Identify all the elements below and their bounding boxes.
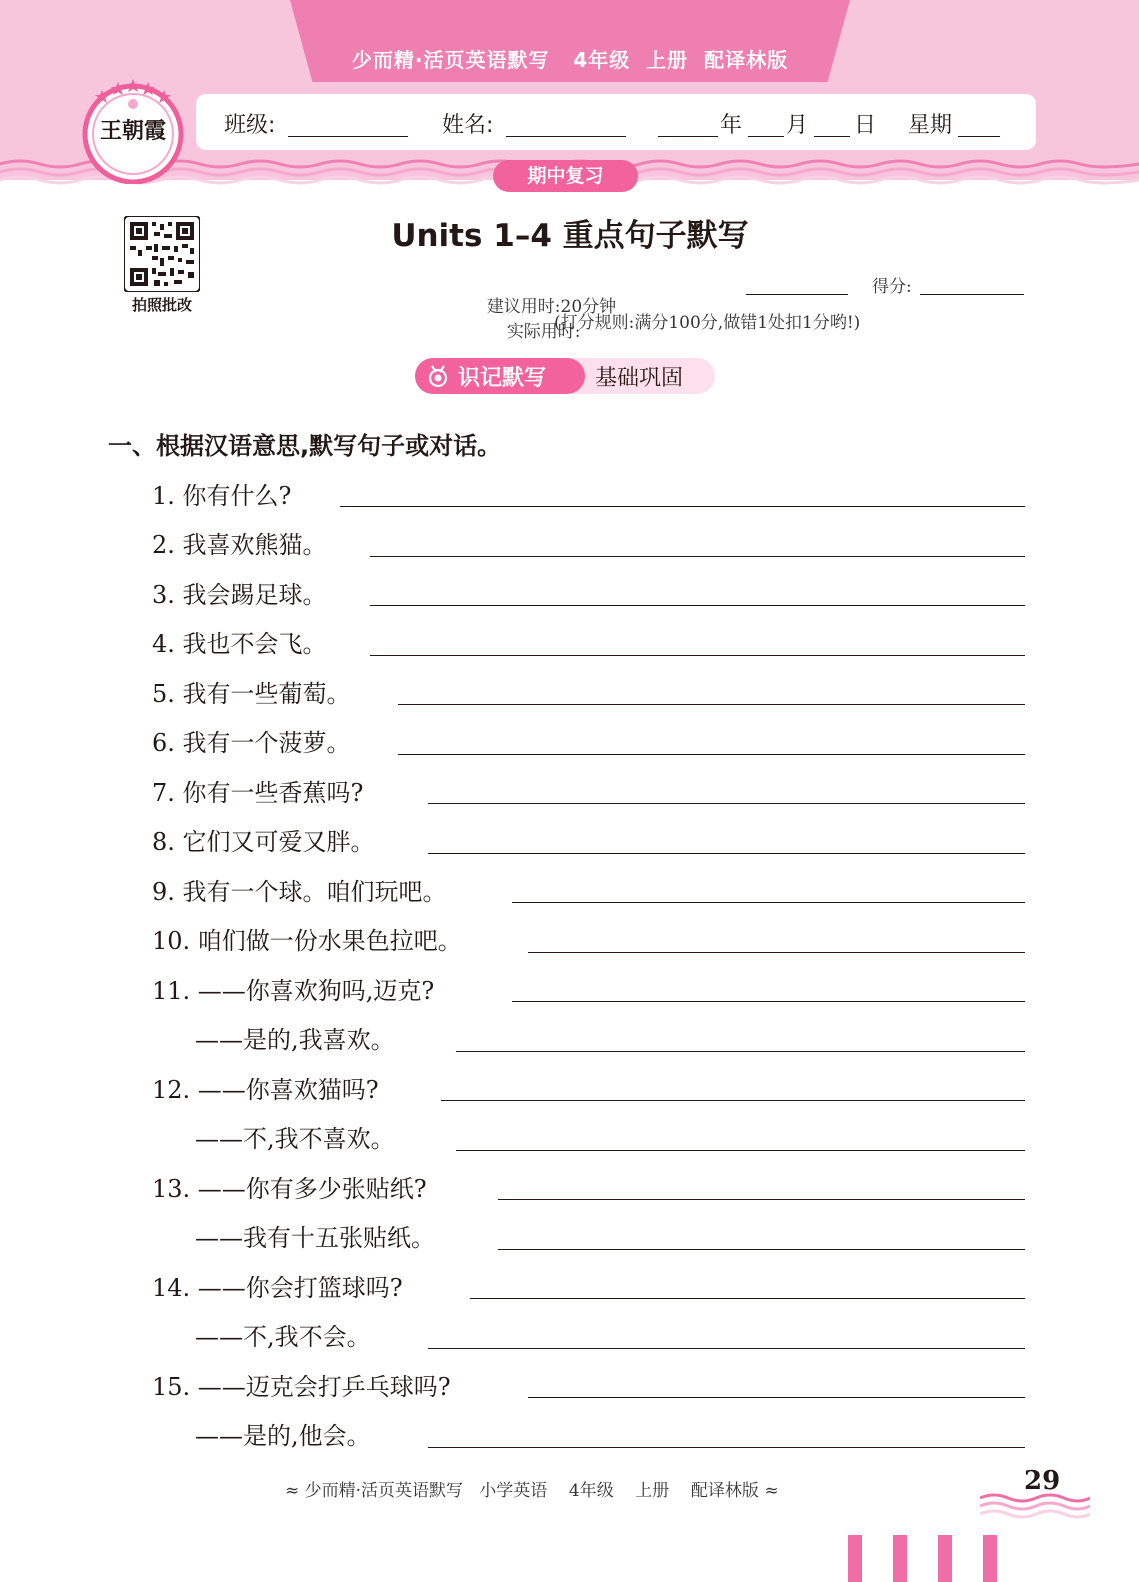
year-field[interactable] [658,136,718,137]
edge-tab-3 [938,1535,952,1582]
answer-line-4[interactable] [370,655,1025,656]
class-field[interactable] [288,136,408,137]
answer-line-12a[interactable] [441,1100,1025,1101]
question-2: 2. 我喜欢熊猫。 [152,531,327,559]
answer-line-8[interactable] [428,853,1025,854]
page-title: Units 1–4 重点句子默写 [391,218,749,254]
weekday-field[interactable] [958,136,1000,137]
question-13a: 13. ——你有多少张贴纸? [152,1175,427,1203]
name-field[interactable] [506,136,626,137]
question-12a: 12. ——你喜欢猫吗? [152,1076,379,1104]
actual-time-label: 实际用时: [506,322,581,342]
month-field[interactable] [748,136,784,137]
logo-text: 王朝霞 [99,118,166,144]
weekday-label: 星期 [908,113,953,138]
answer-line-1[interactable] [340,506,1025,507]
question-12b: ——不,我不喜欢。 [195,1125,395,1153]
student-info-bar [196,94,1036,150]
page-number: 29 [1024,1466,1061,1496]
answer-line-2[interactable] [370,556,1025,557]
answer-line-12b[interactable] [456,1150,1025,1151]
section-badge: 期中复习 [493,160,638,192]
qr-code-icon[interactable] [124,216,200,292]
score-label: 得分: [872,277,912,297]
scoring-rule: (打分规则:满分100分,做错1处扣1分哟!) [554,313,861,333]
instruction: 一、根据汉语意思,默写句子或对话。 [108,432,502,460]
question-9: 9. 我有一个球。咱们玩吧。 [152,878,447,906]
question-5: 5. 我有一些葡萄。 [152,680,351,708]
question-3: 3. 我会踢足球。 [152,581,327,609]
question-7: 7. 你有一些香蕉吗? [152,779,364,807]
answer-line-11a[interactable] [512,1001,1025,1002]
answer-line-6[interactable] [398,754,1025,755]
footer-text: ≈ 少而精·活页英语默写 小学英语 4年级 上册 配译林版 ≈ [285,1481,779,1501]
qr-label: 拍照批改 [131,296,192,314]
section-title-right: 基础巩固 [595,366,684,391]
day-field[interactable] [814,136,850,137]
score-field[interactable] [920,294,1024,295]
question-6: 6. 我有一个菠萝。 [152,729,351,757]
edge-tab-1 [848,1535,862,1582]
question-14a: 14. ——你会打篮球吗? [152,1274,403,1302]
answer-line-15b[interactable] [428,1447,1025,1448]
actual-time-field[interactable] [746,294,848,295]
question-10: 10. 咱们做一份水果色拉吧。 [152,927,462,955]
question-13b: ——我有十五张贴纸。 [195,1224,435,1252]
edge-tab-4 [983,1535,997,1582]
question-15b: ——是的,他会。 [195,1422,371,1450]
month-label: 月 [786,113,809,138]
answer-line-7[interactable] [428,803,1025,804]
question-8: 8. 它们又可爱又胖。 [152,828,375,856]
day-label: 日 [854,113,877,138]
answer-line-13a[interactable] [498,1199,1025,1200]
series-title: 少而精·活页英语默写 4年级 上册 配译林版 [351,48,789,72]
suggested-time: 建议用时:20分钟 [486,297,617,317]
answer-line-10[interactable] [528,952,1025,953]
answer-line-15a[interactable] [528,1397,1025,1398]
year-label: 年 [720,113,743,138]
answer-line-5[interactable] [398,704,1025,705]
medal-icon [426,364,450,388]
footer-wave-decoration [980,1490,1090,1520]
answer-line-14a[interactable] [470,1298,1025,1299]
class-label: 班级: [224,113,276,138]
answer-line-9[interactable] [512,902,1025,903]
question-11a: 11. ——你喜欢狗吗,迈克? [152,977,435,1005]
answer-line-3[interactable] [370,605,1025,606]
question-14b: ——不,我不会。 [195,1323,371,1351]
edge-tab-2 [893,1535,907,1582]
answer-line-14b[interactable] [428,1348,1025,1349]
answer-line-11b[interactable] [456,1051,1025,1052]
question-1: 1. 你有什么? [152,482,292,510]
question-4: 4. 我也不会飞。 [152,630,327,658]
question-15a: 15. ——迈克会打乒乓球吗? [152,1373,451,1401]
question-11b: ——是的,我喜欢。 [195,1026,395,1054]
section-title-left: 识记默写 [458,366,547,391]
name-label: 姓名: [442,113,494,138]
answer-line-13b[interactable] [498,1249,1025,1250]
